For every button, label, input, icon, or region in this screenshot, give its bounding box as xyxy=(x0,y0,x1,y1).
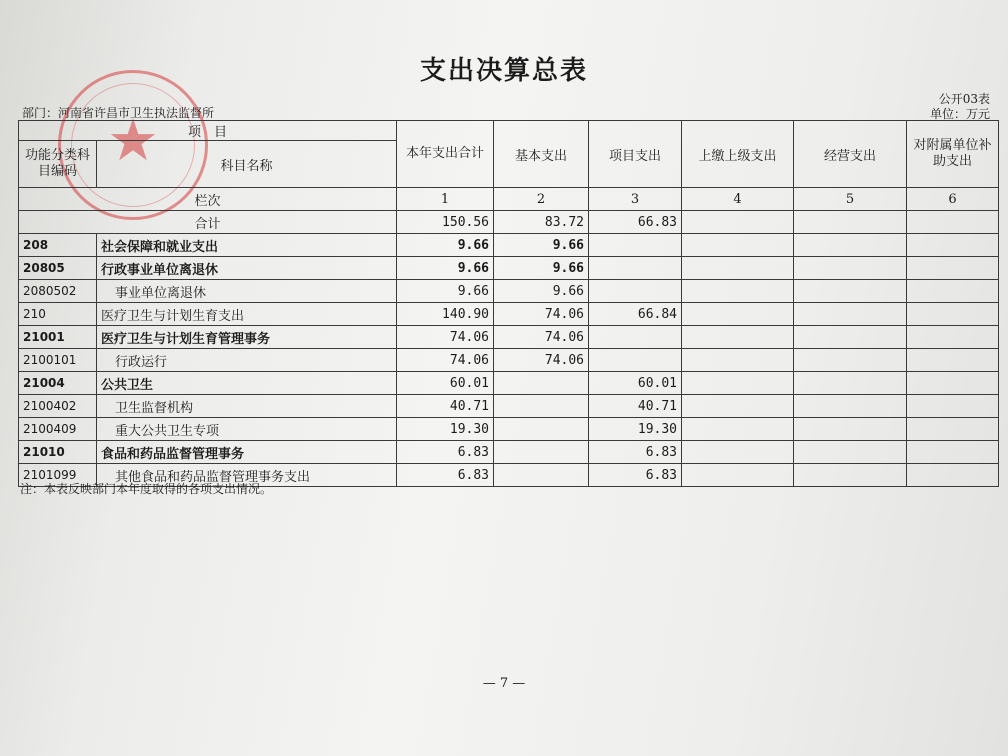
table-row xyxy=(19,280,999,303)
row-total: 140.90 xyxy=(397,303,494,326)
table-row xyxy=(19,326,999,349)
seal-star-icon: ★ xyxy=(107,106,159,174)
row-basic xyxy=(494,395,589,418)
form-meta xyxy=(930,92,990,122)
page-title: 支出决算总表 xyxy=(419,56,588,86)
table-footnote: 注：本表反映部门本年度取得的各项支出情况。 xyxy=(20,482,273,496)
row-total: 6.83 xyxy=(397,464,494,487)
col-number: 3 xyxy=(589,188,682,211)
row-total: 40.71 xyxy=(397,395,494,418)
row-code: 2100409 xyxy=(19,418,97,441)
row-basic: 74.06 xyxy=(494,303,589,326)
col-number: 1 xyxy=(397,188,494,211)
row-name: 重大公共卫生专项 xyxy=(97,418,397,441)
row-total: 19.30 xyxy=(397,418,494,441)
row-total: 74.06 xyxy=(397,326,494,349)
row-basic xyxy=(494,372,589,395)
row-basic: 74.06 xyxy=(494,349,589,372)
row-project xyxy=(589,326,682,349)
expenditure-table xyxy=(18,120,999,487)
row-name: 医疗卫生与计划生育管理事务 xyxy=(97,326,397,349)
row-basic: 74.06 xyxy=(494,326,589,349)
row-project: 19.30 xyxy=(589,418,682,441)
col-number: 6 xyxy=(907,188,999,211)
row-total: 60.01 xyxy=(397,372,494,395)
row-total: 9.66 xyxy=(397,257,494,280)
header-row-1 xyxy=(19,121,999,141)
row-name: 行政运行 xyxy=(97,349,397,372)
row-name: 行政事业单位离退休 xyxy=(97,257,397,280)
header-business: 经营支出 xyxy=(794,121,907,188)
unit-label: 单位：万元 xyxy=(929,107,990,121)
row-code: 210 xyxy=(19,303,97,326)
row-project xyxy=(589,280,682,303)
row-name: 食品和药品监督管理事务 xyxy=(97,441,397,464)
row-code: 21010 xyxy=(19,441,97,464)
department-label: 部门：河南省许昌市卫生执法监督所 xyxy=(22,106,215,120)
row-project: 60.01 xyxy=(589,372,682,395)
row-total: 9.66 xyxy=(397,280,494,303)
row-code: 21004 xyxy=(19,372,97,395)
header-subject-name: 科目名称 xyxy=(97,141,397,188)
header-func-code: 功能分类科目编码 xyxy=(19,141,97,188)
table-row xyxy=(19,372,999,395)
table-row xyxy=(19,395,999,418)
header-total: 本年支出合计 xyxy=(397,121,494,188)
row-code: 2100101 xyxy=(19,349,97,372)
table-row xyxy=(19,234,999,257)
header-subsidy: 对附属单位补助支出 xyxy=(907,121,999,188)
row-name: 公共卫生 xyxy=(97,372,397,395)
header-basic: 基本支出 xyxy=(494,121,589,188)
lanci-label: 栏次 xyxy=(19,188,397,211)
table-row xyxy=(19,418,999,441)
total-amount: 150.56 xyxy=(397,211,494,234)
table-row xyxy=(19,349,999,372)
row-basic: 9.66 xyxy=(494,257,589,280)
row-name: 卫生监督机构 xyxy=(97,395,397,418)
page-number: — 7 — xyxy=(482,676,526,691)
row-project: 6.83 xyxy=(589,441,682,464)
header-upper: 上缴上级支出 xyxy=(682,121,794,188)
row-project xyxy=(589,257,682,280)
row-project xyxy=(589,349,682,372)
total-row xyxy=(19,211,999,234)
table-row xyxy=(19,441,999,464)
row-project: 66.84 xyxy=(589,303,682,326)
row-basic xyxy=(494,464,589,487)
total-basic: 83.72 xyxy=(494,211,589,234)
row-basic: 9.66 xyxy=(494,234,589,257)
total-label: 合计 xyxy=(19,211,397,234)
row-basic: 9.66 xyxy=(494,280,589,303)
row-project: 6.83 xyxy=(589,464,682,487)
row-basic xyxy=(494,418,589,441)
row-total: 6.83 xyxy=(397,441,494,464)
row-code: 20805 xyxy=(19,257,97,280)
row-code: 2101099 xyxy=(19,464,97,487)
total-project: 66.83 xyxy=(589,211,682,234)
col-number: 2 xyxy=(494,188,589,211)
row-code: 21001 xyxy=(19,326,97,349)
header-item: 项 目 xyxy=(19,121,397,141)
col-number: 5 xyxy=(794,188,907,211)
row-name: 社会保障和就业支出 xyxy=(97,234,397,257)
row-basic xyxy=(494,441,589,464)
col-number: 4 xyxy=(682,188,794,211)
row-total: 74.06 xyxy=(397,349,494,372)
row-name: 其他食品和药品监督管理事务支出 xyxy=(97,464,397,487)
table-row xyxy=(19,303,999,326)
lanci-row xyxy=(19,188,999,211)
row-code: 2080502 xyxy=(19,280,97,303)
row-name: 事业单位离退休 xyxy=(97,280,397,303)
row-total: 9.66 xyxy=(397,234,494,257)
row-project xyxy=(589,234,682,257)
row-name: 医疗卫生与计划生育支出 xyxy=(97,303,397,326)
row-code: 2100402 xyxy=(19,395,97,418)
table-row xyxy=(19,257,999,280)
header-project: 项目支出 xyxy=(589,121,682,188)
row-code: 208 xyxy=(19,234,97,257)
form-number: 公开03表 xyxy=(938,92,990,106)
row-project: 40.71 xyxy=(589,395,682,418)
